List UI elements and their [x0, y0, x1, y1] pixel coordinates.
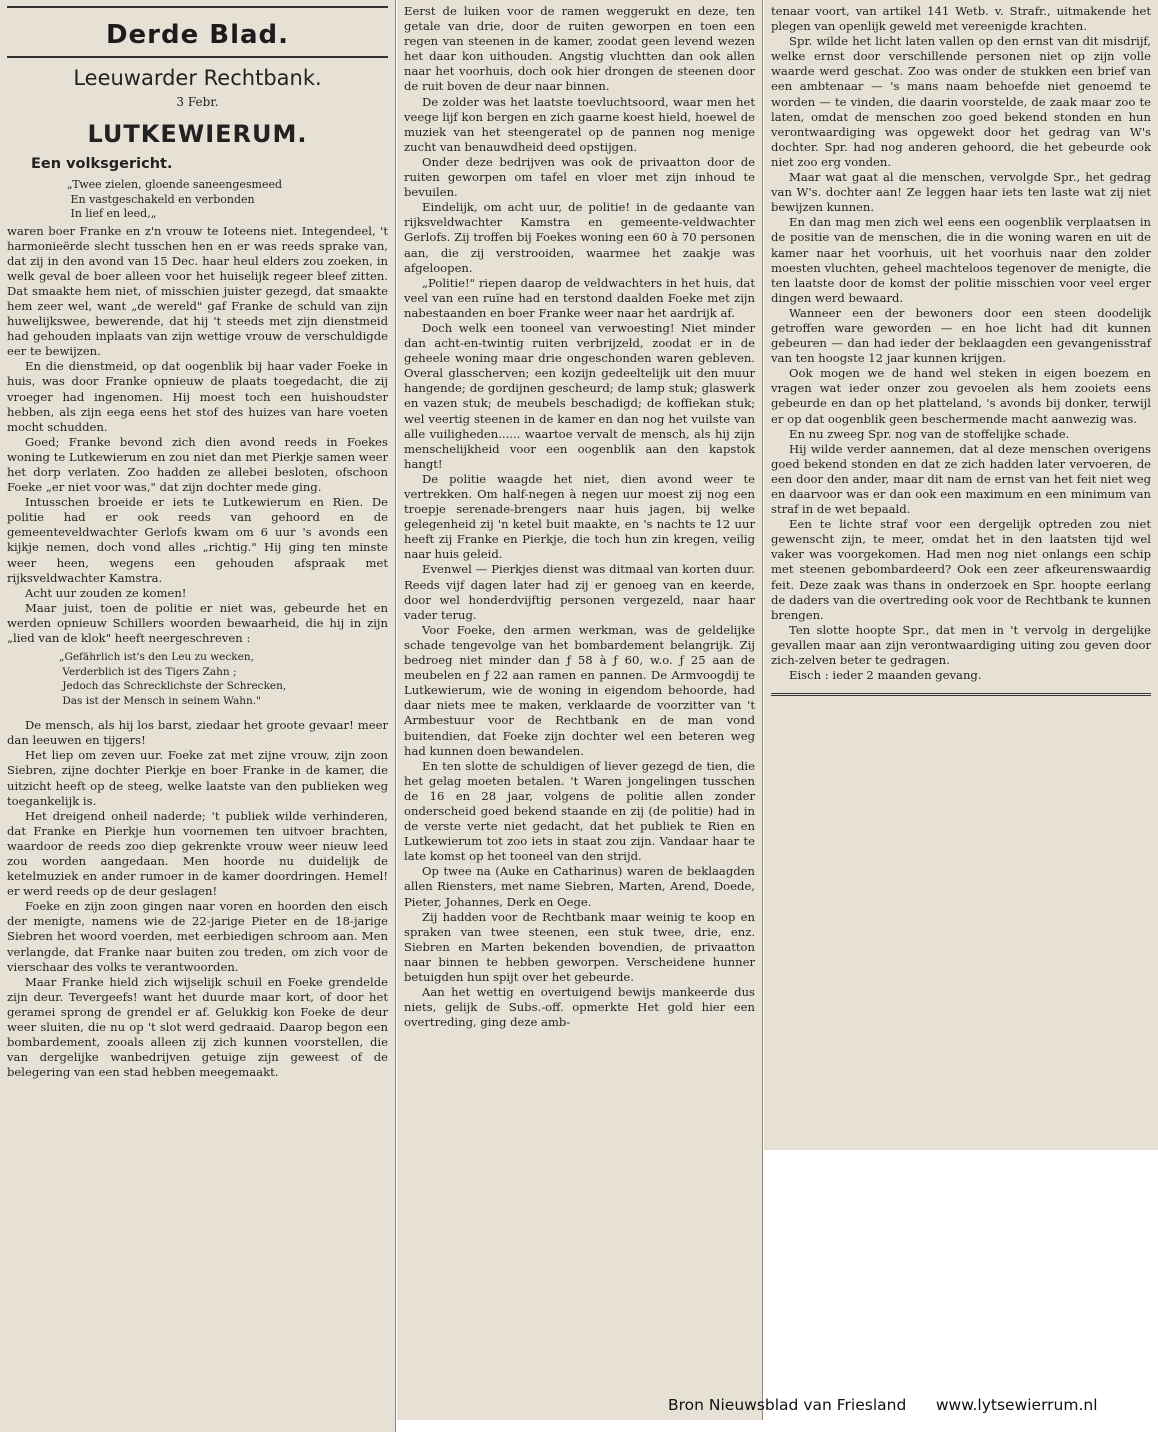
paragraph: De politie waagde het niet, dien avond weer te vertrekken. Om half-negen à negen uur moest zij nog een troepje serenade-brengers naar huis jagen, bij welke gelegenheid zij 'n ketel buit maakte, en 's nachts te 12 uur heeft zij Franke en Pierkje, die toch hun zin kregen, veilig naar huis geleid. — [404, 471, 755, 562]
paragraph: De mensch, als hij los barst, ziedaar het groote gevaar! meer dan leeuwen en tijgers! — [7, 718, 388, 748]
source-credit — [668, 1395, 1158, 1415]
paragraph: Evenwel — Pierkjes dienst was ditmaal van korten duur. Reeds vijf dagen later had zij er genoeg van en keerde, door wel honderdvijftig personen vergezeld, naar haar vader terug. — [404, 562, 755, 622]
paragraph: Acht uur zouden ze komen! — [25, 585, 187, 600]
paragraph: En dan mag men zich wel eens een oogenblik verplaatsen in de positie van de menschen, die in die woning waren en uit de kamer naar het voorhuis, uit het voorhuis naar den zolder moesten vluchten, geheel machteloos tegenover de menigte, die ten laatste door de komst der politie misschien voor veel erger dingen werd bewaard. — [771, 215, 1151, 305]
paragraph: De zolder was het laatste toevluchtsoord, waar men het veege lijf kon bergen en zich gaarne koest hield, hoewel de muziek van het steengeratel op de pannen nog menige zucht van benauwdheid deed opstijgen. — [404, 94, 755, 154]
paragraph: Onder deze bedrijven was ook de privaatton door de ruiten geworpen om tafel en vloer met zijn inhoud te bevuilen. — [404, 154, 755, 200]
paragraph: Ook mogen we de hand wel steken in eigen boezem en vragen wat ieder onzer zou gevoelen als hem zooiets eens gebeurde en dan op het platteland, 's avonds bij donker, terwijl er op dat oogenblik geen beschermende macht aanwezig was. — [771, 366, 1151, 426]
article-subheading: Een volksgericht. — [31, 156, 173, 172]
schiller-quote: „Gefährlich ist's den Leu zu wecken, Verderblich ist des Tigers Zahn ; Jedoch das Schrecklichste der Schrecken, Das ist der Mensch in seinem Wahn." — [59, 651, 287, 707]
paragraph: Een te lichte straf voor een dergelijk optreden zou niet gewenscht zijn, te meer, omdat het in den laatsten tijd wel vaker was voorgekomen. Had men nog niet onlangs een schip met steenen gebombardeerd? Ook een zeer afkeurenswaardig feit. Deze zaak was thans in onderzoek en Spr. hoopte eerlang de daders van die overtreding ook voor de Rechtbank te kunnen brengen. — [771, 517, 1151, 622]
paragraph: Ten slotte hoopte Spr., dat men in 't vervolg in dergelijke gevallen maar aan zijn verontwaardiging uiting zou geven door zich-zelven beter te gedragen. — [771, 622, 1151, 668]
paragraph: Maar juist, toen de politie er niet was, gebeurde het en werden opnieuw Schillers woorden bewaarheid, die hij in zijn „lied van de klok" heeft neergeschreven : — [7, 600, 388, 646]
paragraph: En die dienstmeid, op dat oogenblik bij haar vader Foeke in huis, was door Franke opnieuw de plaats toegedacht, die zij vroeger had ingenomen. Hij moest toch een huishoudster hebben, als zijn eega eens het stof des huizes van hare voeten mocht schudden. — [7, 359, 388, 434]
article-headline: LUTKEWIERUM. — [87, 120, 308, 148]
website-text: www.lytsewierrum.nl — [935, 1396, 1098, 1414]
paragraph: Foeke en zijn zoon gingen naar voren en hoorden den eisch der menigte, namens wie de 22-jarige Pieter en de 18-jarige Siebren het woord voerden, met eerbiedigen schroom aan. Men verlangde, dat Franke naar buiten zou treden, om zich voor de vierschaar des volks te verantwoorden. — [7, 899, 388, 974]
col1-text-a — [7, 224, 388, 647]
masthead: Derde Blad. — [105, 20, 290, 50]
col1-text-b — [7, 718, 388, 1080]
newspaper-column-1 — [0, 0, 396, 1432]
paragraph: Zij hadden voor de Rechtbank maar weinig te koop en spraken van twee steenen, een stuk twee, drie, enz. Siebren en Marten bekenden bovendien, de privaatton naar binnen te hebben geworpen. Verscheidene hunner betuigden hun spijt over het gebeurde. — [404, 909, 755, 984]
paragraph: tenaar voort, van artikel 141 Wetb. v. Strafr., uitmakende het plegen van openlijk geweld met vereenigde krachten. — [771, 4, 1151, 34]
top-rule — [7, 6, 388, 8]
source-text: Bron Nieuwsblad van Friesland — [668, 1396, 907, 1414]
newspaper-column-3 — [764, 0, 1158, 1150]
paragraph: „Politie!" riepen daarop de veldwachters in het huis, dat veel van een ruïne had en terstond daalden Foeke met zijn nabestaanden en boer Franke weer naar het aardrijk af. — [404, 275, 755, 320]
paragraph: waren boer Franke en z'n vrouw te Ioteens niet. Integendeel, 't harmonieërde slecht tusschen hen en er was reeds sprake van, dat zij in den avond van 15 Dec. haar heul elders zou zoeken, in welk geval de boer alleen voor het huiselijk regeer bleef zitten. Dat smaakte hem niet, of misschien juister gezegd, dat smaakte hem zeer wel, want „de wereld" gaf Franke de schuld van zijn huwelijksweе, bewerende, dat hij 't steeds met zijn dienstmeid had gehouden inplaats van zijn wettige vrouw de verschuldigde eer te bewijzen. — [7, 223, 388, 359]
paragraph: Het liep om zeven uur. Foeke zat met zijne vrouw, zijn zoon Siebren, zijne dochter Pierkje en boer Franke in de kamer, die uitzicht heeft op de steeg, welke laatste van den publieken weg toegankelijk is. — [7, 748, 388, 808]
paragraph: En nu zweeg Spr. nog van de stoffelijke schade. — [789, 426, 1070, 441]
paragraph: Hij wilde verder aannemen, dat al deze menschen overigens goed bekend stonden en dat ze zich hadden later vervoeren, de een door den ander, maar dit nam de ernst van het feit niet weg en daarvoor was er dan ook een maximum en een minimum van straf in de wet bepaald. — [771, 441, 1151, 517]
paragraph: Aan het wettig en overtuigend bewijs mankeerde dus niets, gelijk de Subs.-off. opmerkte Het gold hier een overtreding, ging deze amb- — [404, 985, 755, 1030]
newspaper-column-2 — [397, 0, 763, 1420]
paragraph: Maar Franke hield zich wijselijk schuil en Foeke grendelde zijn deur. Tevergeefs! want het duurde maar kort, of door het geramei sprong de grendel er af. Gelukkig kon Foeke de deur weer sluiten, die nu op 't slot werd gedraaid. Daarop begon een bombardement, zooals alleen zij zich kunnen voorstellen, die van dergelijke wanbedrijven getuige zijn geweest of de belegering van een stad hebben meegemaakt. — [7, 974, 388, 1080]
paragraph: Wanneer een der bewoners door een steen doodelijk getroffen ware geworden — en hoe licht had dit kunnen gebeuren — dan had ieder der beklaagden een gevangenisstraf van ten hoogste 12 jaar kunnen krijgen. — [771, 305, 1151, 366]
paragraph: Intusschen broeide er iets te Lutkewierum en Rien. De politie had er ook reeds van gehoord en de gemeenteveldwachter Gerlofs kwam om 6 uur 's avonds een kijkje nemen, doch vond alles „richtig." Hij ging ten minste weer heen, wegens een gehouden afspraak met rijksveldwachter Kamstra. — [7, 495, 388, 585]
masthead-rule — [7, 56, 388, 58]
paragraph: Doch welk een tooneel van verwoesting! Niet minder dan acht-en-twintig ruiten verbrijzeld, zoodat er in de geheele woning maar drie ongeschonden waren gebleven. Overal glasscherven; een kozijn gedeeltelijk uit den muur hangende; de gordijnen gescheurd; de lamp stuk; glaswerk en vazen stuk; de meubels beschadigd; de koffiekan stuk; wel veertig steenen in de kamer en dan nog het vuilste van alle vuiligheden...... waartoe vervalt de mensch, als hij zijn menschelijkheid voor een oogenblik aan den kapstok hangt! — [404, 320, 755, 471]
paragraph: Maar wat gaat al die menschen, vervolgde Spr., het gedrag van W's. dochter aan! Ze leggen haar iets ten laste wat zij niet bewijzen kunnen. — [771, 170, 1151, 215]
paragraph: Spr. wilde het licht laten vallen op den ernst van dit misdrijf, welke ernst door verschillende personen niet op zijn volle waarde werd geschat. Zoo was onder de stukken een brief van een ambtenaar — 's mans naam behoefde niet genoemd te worden — te vinden, die daarin voorstelde, de zaak maar zoo te laten, omdat de menschen zoo goed bekend stonden en hun verontwaardiging was opgewekt door het gedrag van W's dochter. Spr. had nog anderen gehoord, die het gebeurde ook niet zoo erg vonden. — [771, 34, 1151, 169]
paragraph: Eisch : ieder 2 maanden gevang. — [789, 668, 982, 683]
paragraph: En ten slotte de schuldigen of liever gezegd de tien, die het gelag moeten betalen. 't Waren jongelingen tusschen de 16 en 28 jaar, volgens de politie allen zonder onderscheid goed bekend staande en zij (de politie) had in de verste verte niet gedacht, dat het publiek te Rien en Lutkewierum tot zoo iets in staat zou zijn. Vandaar haar te late komst op het tooneel van den strijd. — [404, 758, 755, 864]
article-end-rule — [771, 693, 1151, 696]
paragraph: Eerst de luiken voor de ramen weggerukt en deze, ten getale van drie, door de ruiten geworpen en toen een regen van steenen in de kamer, zoodat geen levend wezen het daar kon uithouden. Angstig vluchtten dan ook allen naar het voorhuis, doch ook hier drongen de steenen door de ruit boven de deur naar binnen. — [404, 4, 755, 94]
article-date: 3 Febr. — [176, 95, 219, 109]
section-title: Leeuwarder Rechtbank. — [73, 66, 322, 90]
paragraph: Voor Foeke, den armen werkman, was de geldelijke schade tengevolge van het bombardement belangrijk. Zij bedroeg niet minder dan ƒ 58 à ƒ 60, w.o. ƒ 25 aan de meubelen en ƒ 22 aan ramen en pannen. De Armvoogdij te Lutkewierum, wie de woning in eigendom behoorde, had daar niets mee te maken, verklaarde de voorzitter van 't Armbestuur voor de Rechtbank en de man vond buitendien, dat Foeke zijn dochter wel een beteren weg had kunnen doen bewandelen. — [404, 622, 755, 758]
intro-verse: „Twee zielen, gloende saneengesmeed En vastgeschakeld en verbonden In lief en leed,„ — [67, 178, 283, 220]
paragraph: Goed; Franke bevond zich dien avond reeds in Foekes woning te Lutkewierum en zou niet dan met Pierkje samen weer het dorp verlaten. Zoo hadden ze allebei besloten, ofschoon Foeke „er niet voor was," dat zijn dochter mede ging. — [7, 434, 388, 495]
paragraph: Het dreigend onheil naderde; 't publiek wilde verhinderen, dat Franke en Pierkje hun voornemen ten uitvoer brachten, waardoor de reeds zoo diep gekrenkte vrouw weer nieuw leed zou worden aangedaan. Men hoorde nu duidelijk de ketelmuziek en ander rumoer in de kamer doordringen. Hemel! er werd reeds op de deur geslagen! — [7, 808, 388, 899]
paragraph: Eindelijk, om acht uur, de politie! in de gedaante van rijksveldwachter Kamstra en gemeente-veldwachter Gerlofs. Zij troffen bij Foekes woning een 60 à 70 personen aan, die zij verstrooiden, waarmee het zaakje was afgeloopen. — [404, 200, 755, 275]
paragraph: Op twee na (Auke en Catharinus) waren de beklaagden allen Riensters, met name Siebren, Marten, Arend, Doede, Pieter, Johannes, Derk en Oege. — [404, 864, 755, 909]
